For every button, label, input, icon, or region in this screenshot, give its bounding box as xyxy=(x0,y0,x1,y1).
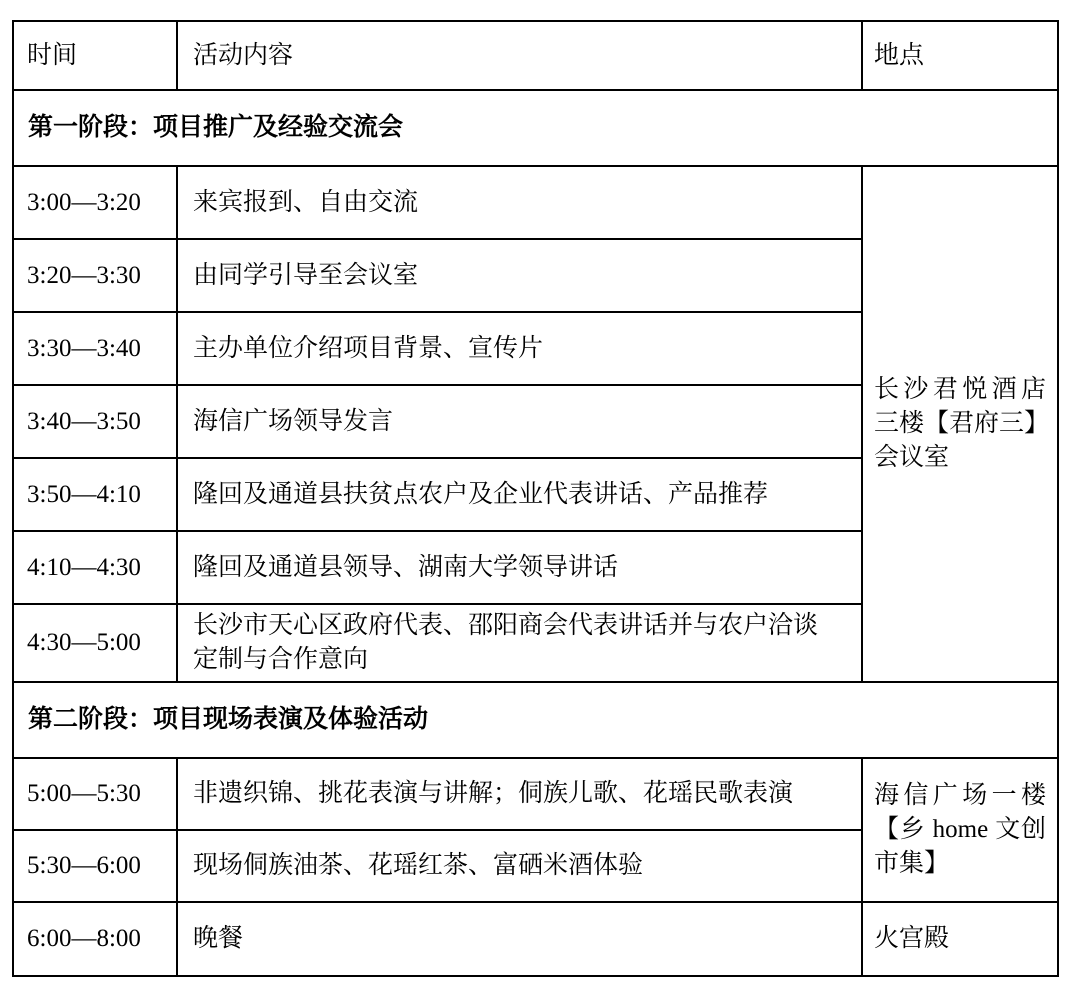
section-row-phase2 xyxy=(13,682,1058,758)
location-line: 长沙君悦酒店 xyxy=(874,376,1046,403)
location-line: 三楼【君府三】 xyxy=(874,410,1050,437)
activity-cell: 非遗织锦、挑花表演与讲解；侗族儿歌、花瑶民歌表演 xyxy=(177,758,862,830)
activity-cell: 由同学引导至会议室 xyxy=(177,239,862,312)
activity-cell: 来宾报到、自由交流 xyxy=(177,166,862,239)
activity-cell: 长沙市天心区政府代表、邵阳商会代表讲话并与农户洽谈定制与合作意向 xyxy=(177,604,862,682)
header-row xyxy=(13,21,1058,90)
schedule-table xyxy=(12,20,1059,977)
table-row xyxy=(13,758,1058,830)
header-cell-location: 地点 xyxy=(862,21,1058,90)
location-line: 【乡 home 文创 xyxy=(874,816,1046,843)
location-line: 海信广场一楼 xyxy=(874,782,1046,809)
time-cell: 3:30—3:40 xyxy=(13,312,177,385)
location-cell-phase1 xyxy=(862,166,1058,682)
location-cell-phase2 xyxy=(862,758,1058,902)
activity-cell: 主办单位介绍项目背景、宣传片 xyxy=(177,312,862,385)
time-cell: 3:20—3:30 xyxy=(13,239,177,312)
time-cell: 3:50—4:10 xyxy=(13,458,177,531)
section-title-phase1: 第一阶段：项目推广及经验交流会 xyxy=(13,90,1058,166)
time-cell: 4:10—4:30 xyxy=(13,531,177,604)
activity-cell: 现场侗族油茶、花瑶红茶、富硒米酒体验 xyxy=(177,830,862,902)
location-line: 市集】 xyxy=(874,850,950,877)
activity-cell: 隆回及通道县领导、湖南大学领导讲话 xyxy=(177,531,862,604)
header-cell-time: 时间 xyxy=(13,21,177,90)
header-cell-activity: 活动内容 xyxy=(177,21,862,90)
activity-cell: 海信广场领导发言 xyxy=(177,385,862,458)
time-cell: 5:00—5:30 xyxy=(13,758,177,830)
table-row xyxy=(13,166,1058,239)
time-cell: 4:30—5:00 xyxy=(13,604,177,682)
location-cell-dinner: 火宫殿 xyxy=(862,902,1058,976)
time-cell: 6:00—8:00 xyxy=(13,902,177,976)
activity-cell: 隆回及通道县扶贫点农户及企业代表讲话、产品推荐 xyxy=(177,458,862,531)
section-row-phase1 xyxy=(13,90,1058,166)
location-line: 会议室 xyxy=(874,444,950,471)
time-cell: 5:30—6:00 xyxy=(13,830,177,902)
time-cell: 3:00—3:20 xyxy=(13,166,177,239)
section-title-phase2: 第二阶段：项目现场表演及体验活动 xyxy=(13,682,1058,758)
activity-cell: 晚餐 xyxy=(177,902,862,976)
time-cell: 3:40—3:50 xyxy=(13,385,177,458)
table-row-dinner xyxy=(13,902,1058,976)
